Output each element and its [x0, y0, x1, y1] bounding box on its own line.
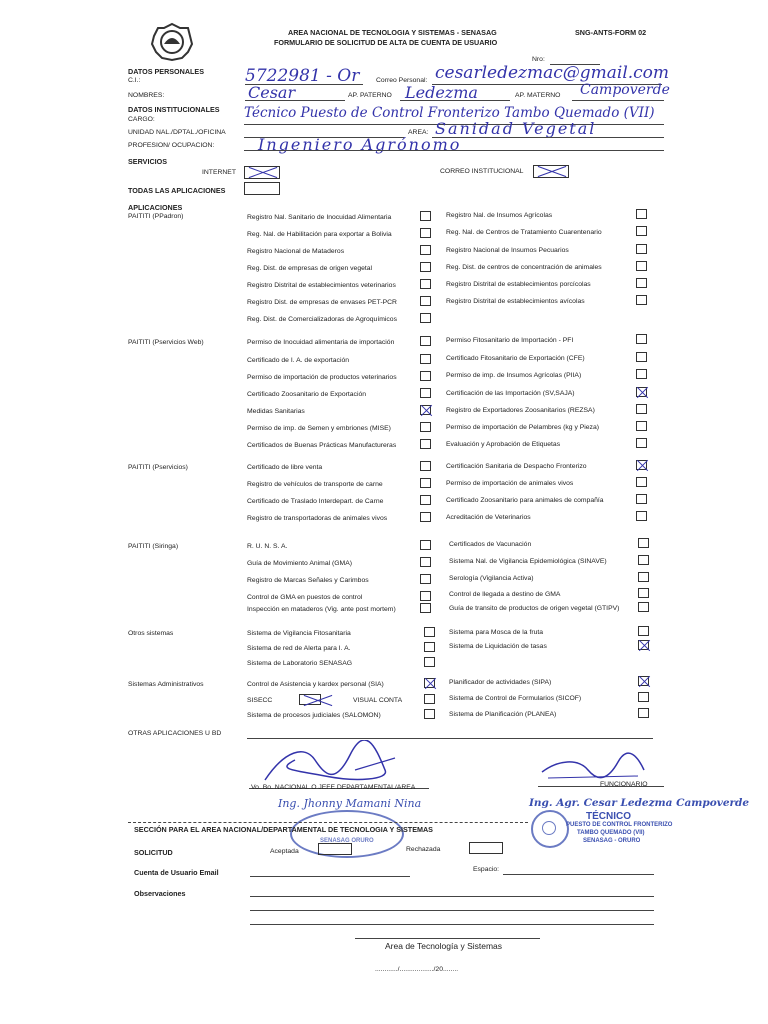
app-d1: Permiso Fitosanitario de Importación - PFI	[446, 337, 574, 344]
group-admin: Sistemas Administrativos	[128, 681, 204, 688]
app-d7: Evaluación y Aprobación de Etiquetas	[446, 441, 561, 448]
unidad-label: UNIDAD NAL./DPTAL./OFICINA	[128, 129, 226, 136]
profesion-value: Ingeniero Agrónomo	[258, 135, 462, 154]
app-h5: Guía de transito de productos de origen vegetal (GTIPV)	[449, 605, 620, 612]
app-d4: Certificación de las Importación (SV,SAJA)	[446, 390, 575, 397]
header-title-2: FORMULARIO DE SOLICITUD DE ALTA DE CUENTA DE USUARIO	[274, 38, 498, 47]
cargo-value: Técnico Puesto de Control Fronterizo Tambo Quemado (VII)	[244, 105, 655, 121]
checkbox-a5[interactable]	[420, 279, 431, 289]
app-g2: Guía de Movimiento Animal (GMA)	[247, 560, 353, 567]
checkbox-a1[interactable]	[420, 211, 431, 221]
app-j1: Sistema para Mosca de la fruta	[449, 629, 544, 636]
section-services: SERVICIOS	[128, 157, 168, 166]
checkbox-l3[interactable]	[638, 708, 649, 718]
names-value: Cesar	[248, 83, 296, 102]
checkbox-l1[interactable]	[638, 676, 649, 686]
funcionario-label: FUNCIONARIO	[600, 781, 648, 788]
app-d2: Certificado Fitosanitario de Exportación (CFE)	[446, 355, 585, 362]
checkbox-d2[interactable]	[636, 352, 647, 362]
todas-label: TODAS LAS APLICACIONES	[128, 186, 226, 195]
group-pserv: PAITITI (Pservicios)	[128, 464, 188, 471]
checkbox-a3[interactable]	[420, 245, 431, 255]
app-a3: Registro Nacional de Mataderos	[247, 248, 345, 255]
section-personal: DATOS PERSONALES	[128, 67, 205, 76]
checkbox-k3[interactable]	[424, 694, 435, 704]
checkbox-a7[interactable]	[420, 313, 431, 323]
ci-label: C.I.:	[128, 77, 141, 84]
app-k1: Control de Asistencia y kardex personal (SIA)	[247, 681, 384, 688]
names-label: NOMBRES:	[128, 92, 165, 99]
app-a7: Reg. Dist. de Comercializadoras de Agroquímicos	[247, 316, 397, 323]
app-c5: Medidas Sanitarias	[247, 408, 305, 415]
app-b1: Registro Nal. de Insumos Agrícolas	[446, 212, 553, 219]
app-b2: Reg. Nal. de Centros de Tratamiento Cuarentenario	[446, 229, 602, 236]
app-f3: Certificado Zoosanitario para animales de compañía	[446, 497, 604, 504]
group-otras: OTRAS APLICACIONES U BD	[128, 730, 222, 737]
checkbox-a4[interactable]	[420, 262, 431, 272]
checkbox-c6[interactable]	[420, 422, 431, 432]
senasag-stamp: SENASAG ORURO	[290, 810, 404, 858]
app-i1: Sistema de Vigilancia Fitosanitaria	[247, 630, 351, 637]
checkbox-e3[interactable]	[420, 495, 431, 505]
nro-label: Nro:	[532, 56, 545, 63]
app-h2: Sistema Nal. de Vigilancia Epidemiológica (SINAVE)	[449, 558, 607, 565]
vobo-label: Vo. Bo. NACIONAL O JEFE DEPARTAMENTAL/AREA	[251, 784, 416, 791]
app-b6: Registro Distrital de establecimientos avícolas	[446, 298, 585, 305]
area-label: AREA:	[408, 129, 429, 136]
app-b5: Registro Distrital de establecimientos porcícolas	[446, 281, 591, 288]
checkbox-f3[interactable]	[636, 494, 647, 504]
area-value: Sanidad Vegetal	[435, 119, 597, 138]
tec-title: TÉCNICO	[586, 811, 631, 822]
app-g3: Registro de Marcas Señales y Carimbos	[247, 577, 369, 584]
checkbox-e4[interactable]	[420, 512, 431, 522]
rechazada-checkbox[interactable]	[469, 842, 503, 854]
checkbox-d4[interactable]	[636, 387, 647, 397]
app-k2: SISECC	[247, 697, 273, 704]
email-value: cesarledezmac@gmail.com	[435, 63, 670, 83]
app-b3: Registro Nacional de Insumos Pecuarios	[446, 247, 569, 254]
checkbox-b5[interactable]	[636, 278, 647, 288]
app-g4: Control de GMA en puestos de control	[247, 594, 363, 601]
materno-value: Campoverde	[580, 82, 670, 98]
email-label: Correo Personal:	[376, 77, 428, 84]
tec-line3: TAMBO QUEMADO (VII)	[577, 830, 645, 836]
checkbox-k4[interactable]	[424, 709, 435, 719]
materno-label: AP. MATERNO	[515, 92, 561, 99]
internet-label: INTERNET	[202, 169, 236, 176]
checkbox-i1[interactable]	[424, 627, 435, 637]
checkbox-h5[interactable]	[638, 602, 649, 612]
section-institutional: DATOS INSTITUCIONALES	[128, 105, 220, 114]
tec-line2: PUESTO DE CONTROL FRONTERIZO	[566, 822, 673, 828]
app-h1: Certificados de Vacunación	[449, 541, 532, 548]
checkbox-h4[interactable]	[638, 588, 649, 598]
checkbox-b4[interactable]	[636, 261, 647, 271]
checkbox-k1[interactable]	[424, 678, 435, 688]
tec-line4: SENASAG - ORURO	[583, 838, 641, 844]
app-k3: VISUAL CONTA	[353, 697, 403, 704]
app-g1: R. U. N. S. A.	[247, 543, 288, 550]
checkbox-a6[interactable]	[420, 296, 431, 306]
app-c7: Certificados de Buenas Prácticas Manufactureras	[247, 442, 397, 449]
checkbox-d1[interactable]	[636, 334, 647, 344]
app-c1: Permiso de Inocuidad alimentaria de importación	[247, 339, 395, 346]
checkbox-i3[interactable]	[424, 657, 435, 667]
app-c3: Permiso de importación de productos veterinarios	[247, 374, 397, 381]
ci-value: 5722981 - Or	[245, 66, 360, 86]
app-f1: Certificación Sanitaria de Despacho Fronterizo	[446, 463, 587, 470]
todas-checkbox[interactable]	[244, 182, 280, 195]
checkbox-g2[interactable]	[420, 557, 431, 567]
checkbox-j2[interactable]	[638, 640, 649, 650]
senasag-logo	[150, 22, 194, 62]
checkbox-c4[interactable]	[420, 388, 431, 398]
checkbox-h3[interactable]	[638, 572, 649, 582]
app-e1: Certificado de libre venta	[247, 464, 323, 471]
checkbox-e1[interactable]	[420, 461, 431, 471]
app-c2: Certificado de I. A. de exportación	[247, 357, 350, 364]
checkbox-d5[interactable]	[636, 404, 647, 414]
checkbox-f1[interactable]	[636, 460, 647, 470]
solicitud-label: SOLICITUD	[134, 848, 173, 857]
checkbox-g4[interactable]	[420, 591, 431, 601]
profesion-label: PROFESION/ OCUPACION:	[128, 142, 215, 149]
correo-label: CORREO INSTITUCIONAL	[440, 168, 524, 175]
app-h3: Serología (Vigilancia Activa)	[449, 575, 534, 582]
checkbox-g3[interactable]	[420, 574, 431, 584]
rechazada-label: Rechazada	[406, 846, 441, 853]
group-pweb: PAITITI (Pservicios Web)	[128, 339, 204, 346]
app-f2: Permiso de importación de animales vivos	[446, 480, 574, 487]
app-a6: Registro Dist. de empresas de envases PET-PCR	[247, 299, 397, 306]
checkbox-a2[interactable]	[420, 228, 431, 238]
app-f4: Acreditación de Veterinarios	[446, 514, 531, 521]
group-siringa: PAITITI (Siringa)	[128, 543, 179, 550]
checkbox-j1[interactable]	[638, 626, 649, 636]
checkbox-f2[interactable]	[636, 477, 647, 487]
checkbox-e2[interactable]	[420, 478, 431, 488]
paterno-value: Ledezma	[405, 83, 478, 102]
checkbox-b3[interactable]	[636, 244, 647, 254]
app-h4: Control de llegada a destino de GMA	[449, 591, 561, 598]
app-e2: Registro de vehículos de transporte de carne	[247, 481, 383, 488]
aceptada-label: Aceptada	[270, 848, 299, 855]
group-otros: Otros sistemas	[128, 630, 174, 637]
form-code: SNG-ANTS-FORM 02	[575, 28, 647, 37]
checkbox-f4[interactable]	[636, 511, 647, 521]
app-e3: Certificado de Traslado Interdepart. de Carne	[247, 498, 384, 505]
checkbox-d7[interactable]	[636, 438, 647, 448]
app-l2: Sistema de Control de Formularios (SICOF)	[449, 695, 582, 702]
observaciones-label: Observaciones	[134, 889, 186, 898]
checkbox-b2[interactable]	[636, 226, 647, 236]
app-a5: Registro Distrital de establecimientos veterinarios	[247, 282, 396, 289]
app-c6: Permiso de imp. de Semen y embriones (MISE)	[247, 425, 391, 432]
app-e4: Registro de transportadoras de animales vivos	[247, 515, 388, 522]
app-a4: Reg. Dist. de empresas de origen vegetal	[247, 265, 373, 272]
checkbox-g1[interactable]	[420, 540, 431, 550]
app-a1: Registro Nal. Sanitario de Inocuidad Alimentaria	[247, 214, 392, 221]
app-c4: Certificado Zoosanitario de Exportación	[247, 391, 367, 398]
cargo-label: CARGO:	[128, 116, 155, 123]
app-l1: Planificador de actividades (SIPA)	[449, 679, 552, 686]
app-d5: Registro de Exportadores Zoosanitarios (REZSA)	[446, 407, 595, 414]
tec-name: Ing. Agr. Cesar Ledezma Campoverde	[529, 797, 750, 809]
checkbox-c1[interactable]	[420, 336, 431, 346]
checkbox-k2[interactable]	[299, 694, 321, 705]
round-stamp-right	[531, 810, 569, 848]
funcionario-signature	[538, 752, 648, 784]
correo-checkbox[interactable]	[533, 165, 569, 178]
paterno-label: AP. PATERNO	[348, 92, 392, 99]
jefe-name: Ing. Jhonny Mamani Nina	[278, 797, 422, 810]
app-d3: Permiso de imp. de Insumos Agrícolas (PIIA)	[446, 372, 582, 379]
checkbox-b6[interactable]	[636, 295, 647, 305]
checkbox-l2[interactable]	[638, 692, 649, 702]
area-footer: Area de Tecnología y Sistemas	[385, 941, 503, 951]
checkbox-d3[interactable]	[636, 369, 647, 379]
checkbox-d6[interactable]	[636, 421, 647, 431]
app-a2: Reg. Nal. de Habilitación para exportar a Bolivia	[247, 231, 392, 238]
app-i3: Sistema de Laboratorio SENASAG	[247, 660, 353, 667]
apps-label: APLICACIONES	[128, 203, 183, 212]
aceptada-checkbox[interactable]	[318, 843, 352, 855]
app-j2: Sistema de Liquidación de tasas	[449, 643, 547, 650]
group-ppadron: PAITITI (PPadron)	[128, 213, 184, 220]
app-d6: Permiso de importación de Pelambres (kg y Pieza)	[446, 424, 599, 431]
espacio-label: Espacio:	[473, 866, 500, 873]
checkbox-g5[interactable]	[420, 603, 431, 613]
checkbox-h1[interactable]	[638, 538, 649, 548]
checkbox-c3[interactable]	[420, 371, 431, 381]
checkbox-b1[interactable]	[636, 209, 647, 219]
jefe-signature	[255, 740, 415, 788]
checkbox-c2[interactable]	[420, 354, 431, 364]
bottom-section-title: SECCIÓN PARA EL AREA NACIONAL/DEPARTAMENTAL DE TECNOLOGIA Y SISTEMAS	[134, 825, 433, 834]
checkbox-i2[interactable]	[424, 642, 435, 652]
app-b4: Reg. Dist. de centros de concentración de animales	[446, 264, 602, 271]
cuenta-label: Cuenta de Usuario Email	[134, 868, 219, 877]
app-l3: Sistema de Planificación (PLANEA)	[449, 711, 557, 718]
date-line: ............/................../20........	[375, 966, 459, 973]
checkbox-c5[interactable]	[420, 405, 431, 415]
internet-checkbox[interactable]	[244, 166, 280, 179]
header-title-1: AREA NACIONAL DE TECNOLOGIA Y SISTEMAS - SENASAG	[288, 28, 497, 37]
checkbox-c7[interactable]	[420, 439, 431, 449]
checkbox-h2[interactable]	[638, 555, 649, 565]
app-k4: Sistema de procesos judiciales (SALOMON)	[247, 712, 381, 719]
app-g5: Inspección en mataderos (Vig. ante post mortem)	[247, 606, 396, 613]
app-i2: Sistema de red de Alerta para I. A.	[247, 645, 351, 652]
